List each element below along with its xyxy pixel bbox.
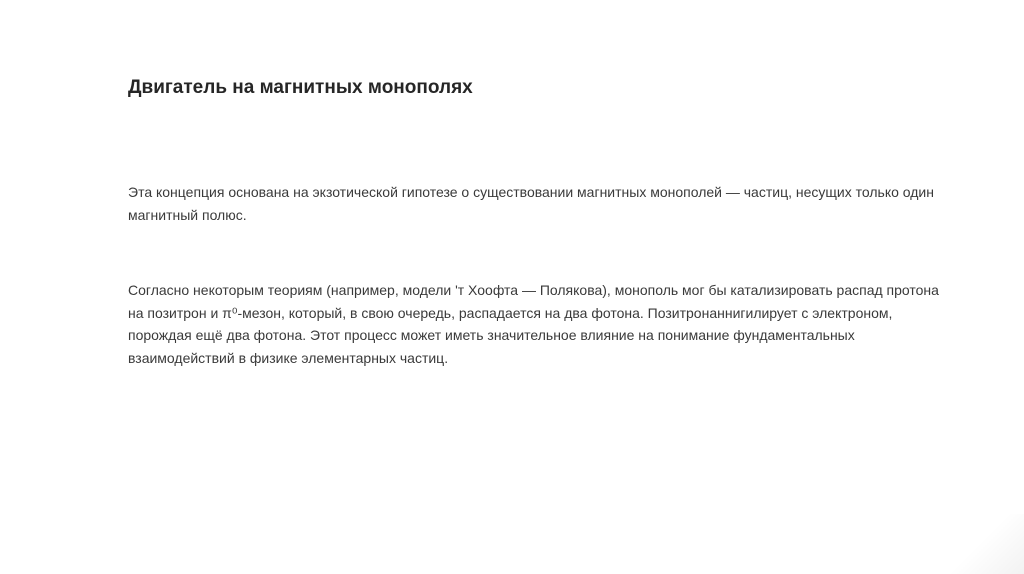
slide-title: Двигатель на магнитных монополях [128,77,473,98]
page-corner-shadow [944,514,1024,574]
paragraph-intro: Эта концепция основана на экзотической гипотезе о существовании магнитных монополей — частиц, несущих только один магнитный полюс. [128,184,934,223]
paragraph-theory: Согласно некоторым теориям (например, модели 'т Хоофта — Полякова), монополь мог бы катализировать распад протона на позитрон и π⁰-мезон, который, в свою очередь, распадается на два фотона. Позитронаннигилирует с электроном, порождая ещё два фотона. Этот процесс может иметь значительное влияние на понимание фундаментальных взаимодействий в физике элементарных частиц. [128,282,939,366]
